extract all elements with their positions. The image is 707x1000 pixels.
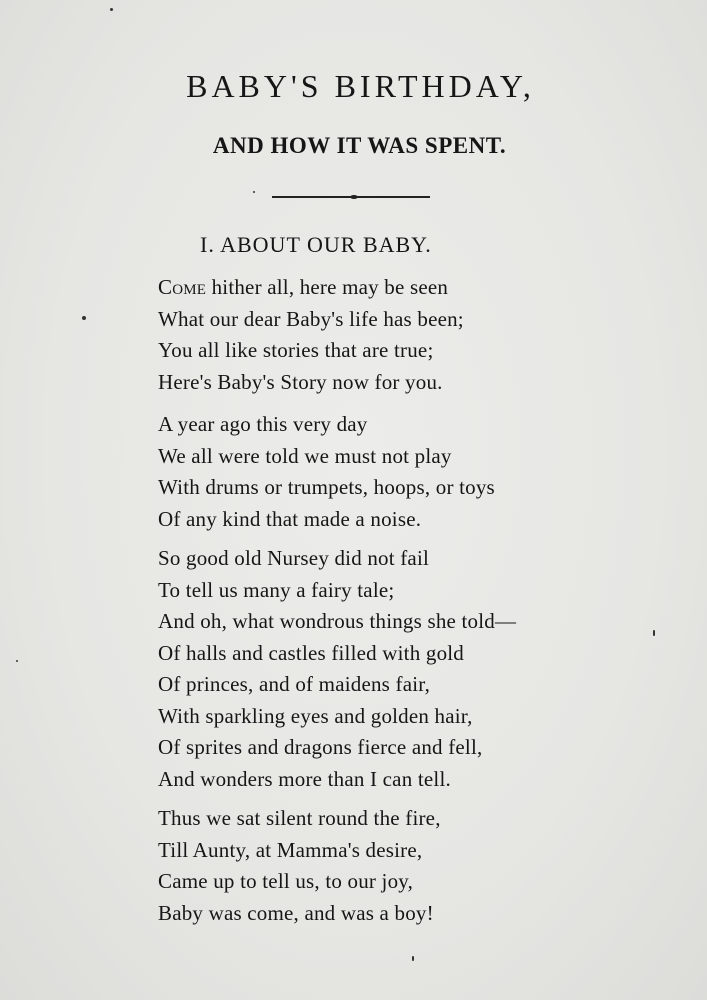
verse-line: You all like stories that are true; — [158, 338, 434, 362]
page-title: BABY'S BIRTHDAY, — [186, 68, 535, 104]
stanza-1 — [158, 272, 464, 398]
verse-line: Of any kind that made a noise. — [158, 506, 422, 531]
verse-line: Of sprites and dragons fierce and fell, — [158, 735, 483, 759]
section-heading: I. ABOUT OUR BABY. — [200, 232, 432, 257]
verse-line: Here's Baby's Story now for you. — [158, 369, 443, 394]
verse-line: Come hither all, here may be seen — [158, 275, 449, 299]
page-subtitle: AND HOW IT WAS SPENT. — [212, 133, 507, 158]
verse-line: To tell us many a fairy tale; — [158, 577, 395, 602]
paper-speck — [16, 660, 18, 662]
paper-speck — [412, 956, 414, 961]
paper-speck — [82, 316, 86, 320]
verse-line: Thus we sat silent round the fire, — [158, 806, 441, 830]
verse-line: Till Aunty, at Mamma's desire, — [158, 837, 423, 862]
verse-line: Came up to tell us, to our joy, — [158, 869, 414, 893]
verse-line: So good old Nursey did not fail — [158, 546, 430, 570]
verse-line: And wonders more than I can tell. — [158, 766, 451, 791]
paper-speck — [253, 191, 255, 193]
drop-word: Come — [158, 275, 207, 299]
verse-line: And oh, what wondrous things she told— — [158, 609, 517, 633]
stanza-3 — [158, 543, 516, 795]
verse-line: What our dear Baby's life has been; — [158, 306, 464, 331]
verse-line: Of princes, and of maidens fair, — [158, 672, 431, 696]
stanza-2 — [158, 409, 495, 535]
verse-line: A year ago this very day — [158, 412, 368, 436]
verse-line: We all were told we must not play — [158, 443, 452, 468]
paper-speck — [653, 630, 655, 636]
stanza-4 — [158, 803, 441, 929]
verse-line: Of halls and castles filled with gold — [158, 640, 465, 665]
verse-line: With sparkling eyes and golden hair, — [158, 703, 473, 728]
verse-line: Baby was come, and was a boy! — [158, 900, 434, 925]
ornamental-rule-center — [350, 195, 358, 199]
paper-speck — [110, 8, 113, 11]
verse-line: With drums or trumpets, hoops, or toys — [158, 475, 495, 499]
